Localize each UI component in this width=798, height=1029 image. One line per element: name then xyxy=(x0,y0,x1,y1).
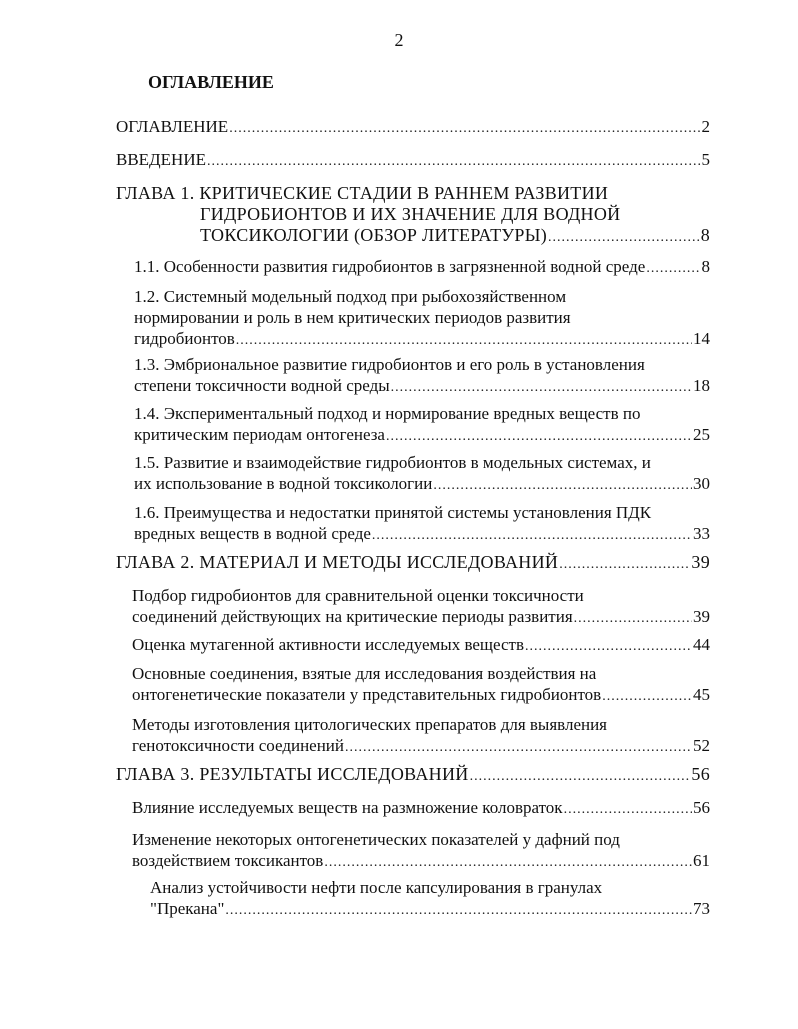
toc-entry-section-1-2[interactable] xyxy=(134,286,710,351)
toc-entry-text: Влияние исследуемых веществ на размножение коловраток xyxy=(132,798,563,817)
leader-dots xyxy=(559,554,690,575)
toc-entry-text: онтогенетические показатели у представительных гидробионтов xyxy=(132,685,602,704)
toc-entry-text: ГИДРОБИОНТОВ И ИХ ЗНАЧЕНИЕ ДЛЯ ВОДНОЙ xyxy=(200,204,621,224)
toc-entry-text: Подбор гидробионтов для сравнительной оценки токсичности xyxy=(132,586,584,605)
toc-entry-text: "Прекана" xyxy=(150,899,225,918)
toc-entry-section-2-3[interactable] xyxy=(132,663,710,707)
toc-page-number: 61 xyxy=(693,851,710,870)
leader-dots xyxy=(324,852,692,873)
toc-page-number: 52 xyxy=(693,736,710,755)
leader-dots xyxy=(207,151,701,172)
leader-dots xyxy=(225,900,692,921)
toc-page-number: 18 xyxy=(693,376,710,395)
toc-entry-text: нормировании и роль в нем критических периодов развития xyxy=(134,308,571,327)
toc-entry-text: 1.3. Эмбриональное развитие гидробионтов и его роль в установления xyxy=(134,355,645,374)
toc-entry-section-1-4[interactable] xyxy=(134,403,710,447)
toc-entry-section-1-6[interactable] xyxy=(134,502,710,546)
leader-dots xyxy=(391,377,692,398)
leader-dots xyxy=(229,118,700,139)
page-title: ОГЛАВЛЕНИЕ xyxy=(148,72,274,92)
leader-dots xyxy=(548,227,700,248)
leader-dots xyxy=(564,799,692,820)
leader-dots xyxy=(525,636,692,657)
toc-page-number: 8 xyxy=(701,257,710,276)
leader-dots xyxy=(470,766,691,787)
toc-entry-section-3-1[interactable] xyxy=(132,797,710,820)
toc-entry-text: ГЛАВА 1. КРИТИЧЕСКИЕ СТАДИИ В РАННЕМ РАЗВИТИИ xyxy=(116,183,609,203)
toc-entry-text: воздействием токсикантов xyxy=(132,851,324,870)
toc-entry-section-2-4[interactable] xyxy=(132,714,710,758)
leader-dots xyxy=(372,525,692,546)
leader-dots xyxy=(386,426,692,447)
toc-entry-chapter-1[interactable] xyxy=(116,183,710,248)
toc-entry-contents[interactable] xyxy=(116,116,710,139)
leader-dots xyxy=(236,330,692,351)
toc-entry-section-2-1[interactable] xyxy=(132,585,710,629)
toc-entry-text: Изменение некоторых онтогенетических показателей у дафний под xyxy=(132,830,620,849)
toc-entry-text: их использование в водной токсикологии xyxy=(134,474,433,493)
leader-dots xyxy=(433,475,692,496)
leader-dots xyxy=(345,737,692,758)
toc-entry-text: Анализ устойчивости нефти после капсулирования в гранулах xyxy=(150,878,603,897)
toc-entry-text: генотоксичности соединений xyxy=(132,736,345,755)
toc-entry-text: степени токсичности водной среды xyxy=(134,376,390,395)
toc-entry-text: 1.5. Развитие и взаимодействие гидробионтов в модельных системах, и xyxy=(134,453,651,472)
toc-entry-text: ГЛАВА 3. РЕЗУЛЬТАТЫ ИССЛЕДОВАНИЙ xyxy=(116,764,469,784)
toc-entry-section-3-2[interactable] xyxy=(132,829,710,873)
toc-entry-text: Методы изготовления цитологических препаратов для выявления xyxy=(132,715,608,734)
toc-page-number: 39 xyxy=(693,607,710,626)
toc-page-number: 56 xyxy=(693,798,710,817)
leader-dots xyxy=(574,608,692,629)
toc-entry-text: соединений действующих на критические периоды развития xyxy=(132,607,573,626)
toc-entry-text: 1.1. Особенности развития гидробионтов в загрязненной водной среде xyxy=(134,257,646,276)
toc-entry-text: 1.2. Системный модельный подход при рыбохозяйственном xyxy=(134,287,567,306)
toc-entry-section-3-3[interactable] xyxy=(150,877,710,921)
toc-entry-text: критическим периодам онтогенеза xyxy=(134,425,385,444)
toc-page-number: 44 xyxy=(693,635,710,654)
toc-entry-section-1-3[interactable] xyxy=(134,354,710,398)
toc-entry-text: вредных веществ в водной среде xyxy=(134,524,371,543)
page-number: 2 xyxy=(394,30,404,50)
toc-page-number: 14 xyxy=(693,329,710,348)
toc-page-number: 8 xyxy=(700,225,710,245)
toc-page-number: 56 xyxy=(691,764,710,784)
toc-entry-text: гидробионтов xyxy=(134,329,235,348)
toc-page-number: 25 xyxy=(693,425,710,444)
toc-entry-text: Основные соединения, взятые для исследования воздействия на xyxy=(132,664,597,683)
toc-entry-chapter-2[interactable] xyxy=(116,552,710,575)
toc-entry-text: 1.6. Преимущества и недостатки принятой системы установления ПДК xyxy=(134,503,652,522)
leader-dots xyxy=(602,686,692,707)
toc-entry-text: ВВЕДЕНИЕ xyxy=(116,150,206,169)
toc-entry-text: ТОКСИКОЛОГИИ (ОБЗОР ЛИТЕРАТУРЫ) xyxy=(200,225,548,245)
toc-entry-section-2-2[interactable] xyxy=(132,634,710,657)
toc-page-number: 5 xyxy=(701,150,710,169)
toc-page-number: 45 xyxy=(693,685,710,704)
toc-entry-section-1-5[interactable] xyxy=(134,452,710,496)
toc-entry-text: ОГЛАВЛЕНИЕ xyxy=(116,117,229,136)
toc-entry-chapter-3[interactable] xyxy=(116,764,710,787)
leader-dots xyxy=(646,258,700,279)
toc-entry-text: 1.4. Экспериментальный подход и нормирование вредных веществ по xyxy=(134,404,641,423)
toc-page-number: 73 xyxy=(693,899,710,918)
toc-entry-text: ГЛАВА 2. МАТЕРИАЛ И МЕТОДЫ ИССЛЕДОВАНИЙ xyxy=(116,552,559,572)
toc-page-number: 2 xyxy=(701,117,710,136)
toc-entry-text: Оценка мутагенной активности исследуемых веществ xyxy=(132,635,524,654)
toc-entry-introduction[interactable] xyxy=(116,149,710,172)
toc-page-number: 30 xyxy=(693,474,710,493)
toc-entry-section-1-1[interactable] xyxy=(134,256,710,279)
toc-page-number: 39 xyxy=(691,552,710,572)
toc-page-number: 33 xyxy=(693,524,710,543)
